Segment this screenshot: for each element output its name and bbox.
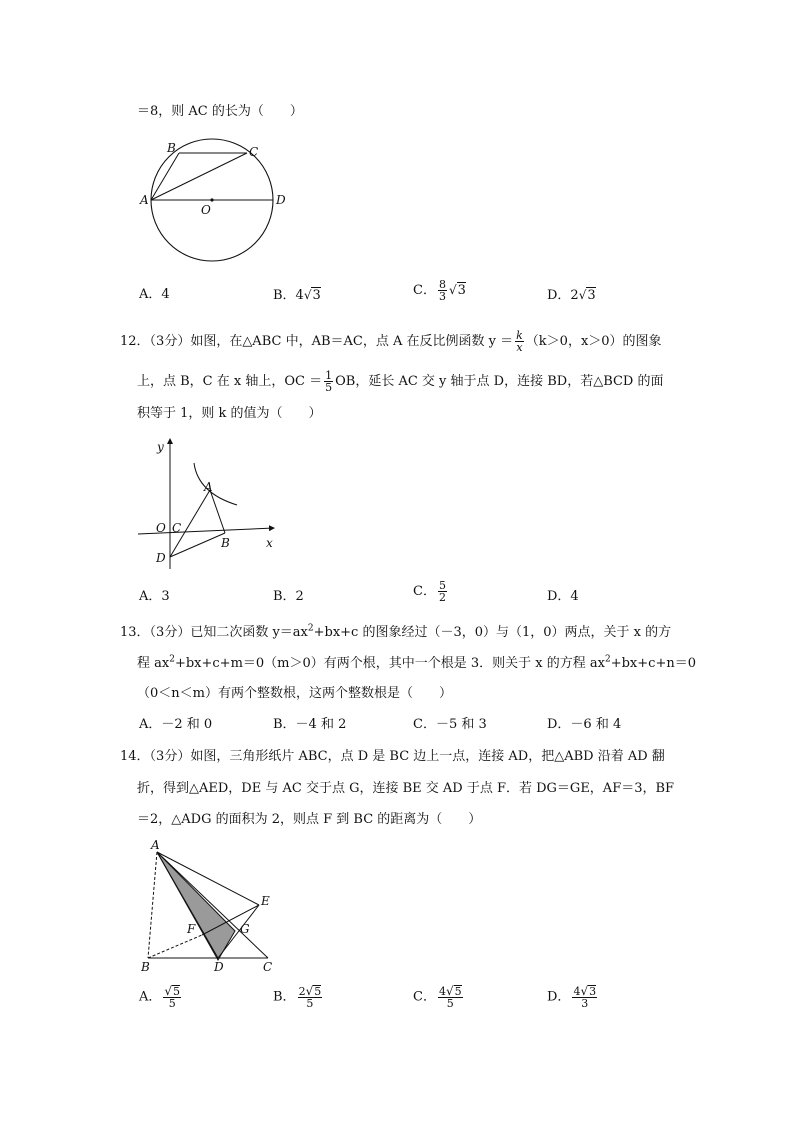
q11-option-a[interactable]: A．4 — [139, 287, 170, 302]
label-d: D — [276, 193, 286, 207]
q12-line2-frac-num: 1 — [325, 369, 333, 382]
q14-line1: 14．（3分）如图，三角形纸片 ABC，点 D 是 BC 边上一点，连接 AD，把△ABD 沿着 AD 翻 — [120, 749, 665, 764]
q14-option-b[interactable]: B． $\frac{2√5}{5}$ — [273, 984, 322, 1010]
q14-figure-fold — [136, 835, 286, 975]
q14-option-a-den: 5 — [168, 997, 176, 1010]
label-c: C — [263, 960, 273, 974]
q14-option-d[interactable]: D． $\frac{4√3}{3}$ — [547, 984, 597, 1010]
q12-line2-b: OB，延长 AC 交 y 轴于点 D，连接 BD，若△BCD 的面 — [335, 374, 664, 389]
label-a: A — [151, 838, 160, 852]
q12-option-c-num: 5 — [438, 579, 446, 592]
label-d: D — [214, 960, 224, 974]
q12-option-a[interactable]: A．3 — [139, 589, 170, 604]
q14-option-c-prefix: C． — [413, 989, 436, 1005]
q11-option-b-rad: 3 — [312, 288, 321, 303]
q13-line2-a: 程 ax — [137, 656, 170, 671]
label-e: E — [261, 894, 270, 908]
q13-option-d[interactable]: D．－6 和 4 — [547, 717, 622, 732]
label-o: O — [201, 203, 211, 217]
q12-line1-frac-den: x — [516, 341, 523, 354]
q11-option-b-prefix: B．4 — [273, 288, 304, 303]
q12-line2-a: 上，点 B，C 在 x 轴上，OC ＝ — [137, 374, 323, 389]
q13-line2-b: +bx+c+m＝0（m＞0）有两个根，其中一个根是 3．则关于 x 的方程 ax — [174, 656, 605, 671]
label-c: C — [172, 521, 182, 535]
label-x: x — [266, 536, 273, 550]
q13-option-a[interactable]: A．－2 和 0 — [139, 717, 213, 732]
q12-line1-frac-num: k — [516, 329, 523, 342]
q14-line3: ＝2，△ADG 的面积为 2，则点 F 到 BC 的距离为（ ） — [137, 812, 482, 827]
q11-figure-circle — [138, 138, 298, 273]
q14-option-d-rad: 3 — [589, 985, 597, 998]
dashed-ab — [148, 852, 157, 958]
q11-option-c-num: 8 — [438, 278, 446, 291]
q13-option-c[interactable]: C．－5 和 3 — [413, 717, 487, 732]
q12-line2-frac-den: 5 — [325, 381, 333, 394]
q12-option-c-den: 2 — [438, 591, 446, 604]
label-d: D — [156, 551, 166, 565]
q11-option-c-prefix: C． — [413, 283, 436, 298]
q14-option-b-rad: 5 — [314, 985, 322, 998]
q14-option-b-den: 5 — [306, 997, 314, 1010]
q12-option-c-prefix: C． — [413, 584, 436, 599]
q11-option-c-den: 3 — [438, 290, 446, 303]
q14-option-c[interactable]: C． $\frac{4√5}{5}$ — [413, 984, 462, 1010]
label-c: C — [249, 145, 259, 159]
center-dot — [210, 198, 213, 201]
q12-option-d[interactable]: D．4 — [547, 589, 579, 604]
q14-option-a[interactable]: A． $\frac{√5}{5}$ — [139, 984, 181, 1010]
label-g: G — [240, 922, 250, 936]
q13-line1-a: 13．（3分）已知二次函数 y＝ax — [120, 625, 308, 640]
label-a: A — [204, 480, 213, 494]
q13-line2-c: +bx+c+n＝0 — [610, 656, 696, 671]
q11-option-c-rad: 3 — [457, 283, 466, 298]
q14-option-d-den: 3 — [581, 997, 589, 1010]
q14-option-b-prefix: B． — [273, 989, 296, 1005]
hyperbola — [194, 463, 237, 505]
q14-option-c-den: 5 — [446, 997, 454, 1010]
q12-line2 — [137, 370, 664, 393]
q13-line1-b: +bx+c 的图象经过（－3，0）与（1，0）两点，关于 x 的方 — [313, 625, 672, 640]
q14-option-a-rad: 5 — [173, 985, 181, 998]
label-a: A — [140, 193, 149, 207]
q14-option-a-prefix: A． — [139, 989, 162, 1005]
shaded-triangle-adg — [157, 852, 235, 960]
q11-text-tail: ＝8，则 AC 的长为（ ） — [137, 104, 303, 119]
q13-line3: （0＜n＜m）有两个整数根，这两个整数根是（ ） — [137, 686, 452, 701]
label-b: B — [221, 536, 230, 550]
q13-option-b[interactable]: B．－4 和 2 — [273, 717, 347, 732]
label-y: y — [157, 440, 164, 454]
q11-option-b[interactable]: B．4√3 — [273, 288, 321, 303]
q12-line1 — [120, 330, 662, 353]
q13-line2 — [137, 656, 696, 672]
label-b: B — [167, 141, 176, 155]
q11-option-d-prefix: D．2 — [547, 288, 579, 303]
q12-option-b[interactable]: B．2 — [273, 589, 304, 604]
q13-line1-sup: 2 — [307, 623, 314, 634]
q11-option-d-rad: 3 — [587, 288, 596, 303]
q12-line3: 积等于 1，则 k 的值为（ ） — [137, 406, 322, 421]
label-o: O — [156, 521, 166, 535]
q13-line2-sup2: 2 — [604, 654, 611, 665]
q12-line1-b: （k＞0，x＞0）的图象 — [525, 334, 662, 349]
q11-option-d[interactable]: D．2√3 — [547, 288, 596, 303]
q14-option-d-prefix: D． — [547, 989, 571, 1005]
q11-option-c[interactable]: C． $\frac{8}{3}$ √3 — [413, 278, 466, 303]
q12-option-c[interactable] — [413, 580, 449, 603]
q13-line1 — [120, 625, 671, 641]
label-b: B — [141, 960, 150, 974]
q12-figure-axes — [136, 433, 286, 573]
dashed-bf — [148, 935, 202, 958]
q14-option-c-rad: 5 — [454, 985, 462, 998]
segment-db — [170, 533, 225, 557]
label-f: F — [187, 922, 196, 936]
q13-line2-sup: 2 — [169, 654, 175, 665]
q12-line1-a: 12．（3分）如图，在△ABC 中，AB＝AC，点 A 在反比例函数 y ＝ — [120, 334, 514, 349]
q14-line2: 折，得到△AED，DE 与 AC 交于点 G，连接 BE 交 AD 于点 F．若 DG＝GE，AF＝3，BF — [137, 781, 675, 796]
